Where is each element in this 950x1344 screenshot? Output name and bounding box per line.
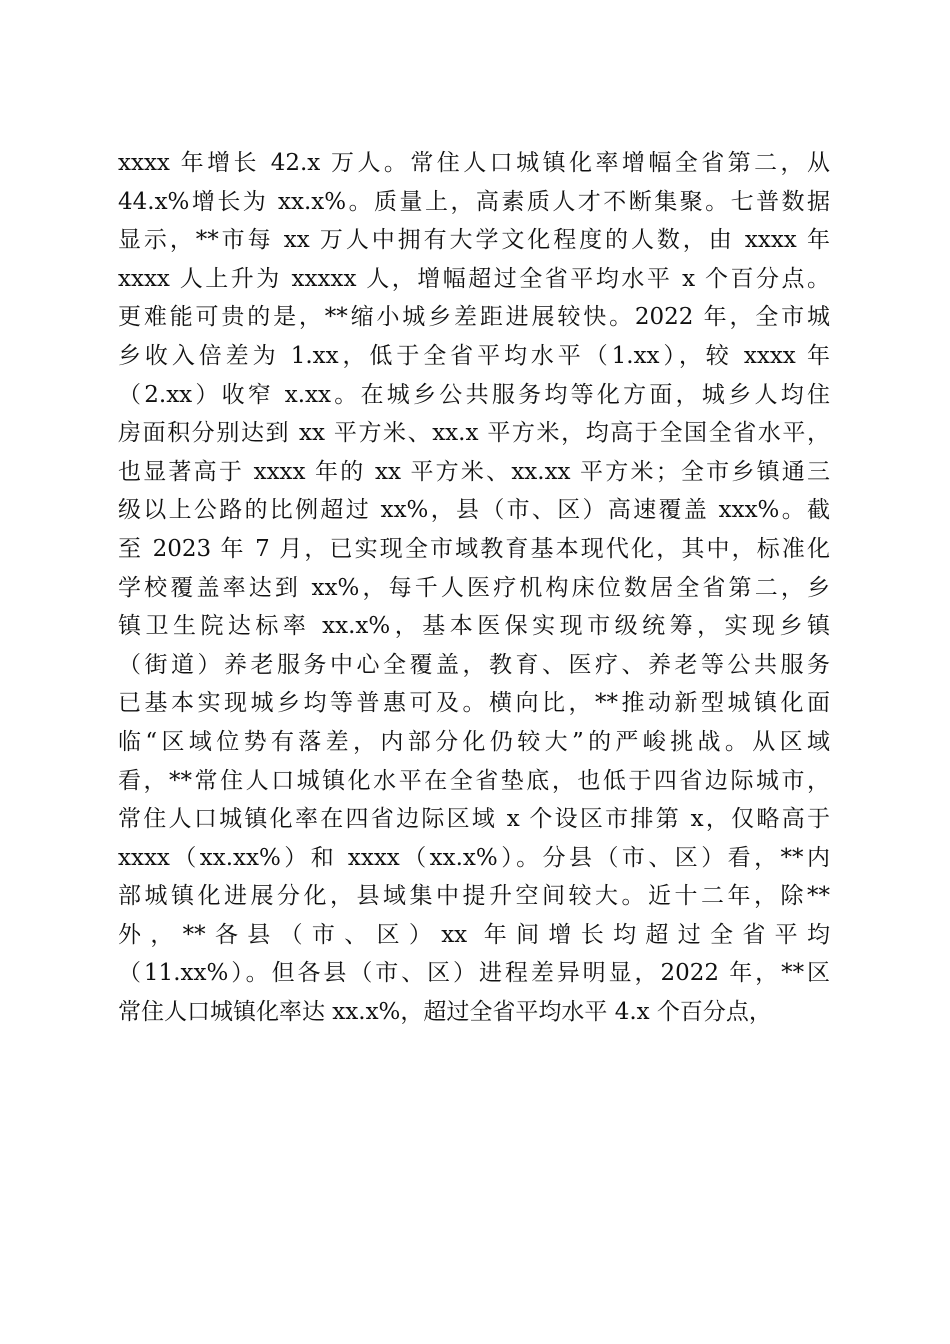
text-line: 至 2023 年 7 月，已实现全市域教育基本现代化，其中，标准化 [118,535,830,562]
text-line: 也显著高于 xxxx 年的 xx 平方米、xx.xx 平方米；全市乡镇通三 [118,458,830,485]
text-line: 常住人口城镇化率在四省边际区域 x 个设区市排第 x，仅略高于 [118,806,830,833]
text-line: 部城镇化进展分化，县域集中提升空间较大。近十二年，除** [118,883,830,910]
text-line: 房面积分别达到 xx 平方米、xx.x 平方米，均高于全国全省水平， [118,420,830,447]
text-line: xxxx 人上升为 xxxxx 人，增幅超过全省平均水平 x 个百分点。 [118,265,830,292]
text-line: （2.xx）收窄 x.xx。在城乡公共服务均等化方面，城乡人均住 [118,381,830,408]
text-line: xxxx 年增长 42.x 万人。常住人口城镇化率增幅全省第二，从 [118,150,830,176]
text-line: 44.x%增长为 xx.x%。质量上，高素质人才不断集聚。七普数据 [118,188,830,215]
text-line: （11.xx%）。但各县（市、区）进程差异明显，2022 年，**区 [118,960,830,987]
text-line: 看，**常住人口城镇化水平在全省垫底，也低于四省边际城市， [118,767,830,794]
text-line: xxxx（xx.xx%）和 xxxx（xx.x%）。分县（市、区）看，**内 [118,844,830,871]
text-line: 临“区域位势有落差，内部分化仍较大”的严峻挑战。从区域 [118,728,830,755]
text-line: 级以上公路的比例超过 xx%，县（市、区）高速覆盖 xxx%。截 [118,497,830,524]
text-line: 外，**各县（市、区）xx 年间增长均超过全省平均 [118,921,830,948]
text-line: 常住人口城镇化率达 xx.x%，超过全省平均水平 4.x 个百分点， [118,999,772,1026]
body-text [118,144,830,1032]
text-line: 镇卫生院达标率 xx.x%，基本医保实现市级统筹，实现乡镇 [118,613,830,640]
text-line: （街道）养老服务中心全覆盖，教育、医疗、养老等公共服务 [118,651,830,678]
text-line: 已基本实现城乡均等普惠可及。横向比，**推动新型城镇化面 [118,690,830,717]
text-line: 显示，**市每 xx 万人中拥有大学文化程度的人数，由 xxxx 年 [118,227,830,254]
text-line: 乡收入倍差为 1.xx，低于全省平均水平（1.xx），较 xxxx 年 [118,342,830,369]
text-line: 学校覆盖率达到 xx%，每千人医疗机构床位数居全省第二，乡 [118,574,830,601]
text-line: 更难能可贵的是，**缩小城乡差距进展较快。2022 年，全市城 [118,304,830,331]
